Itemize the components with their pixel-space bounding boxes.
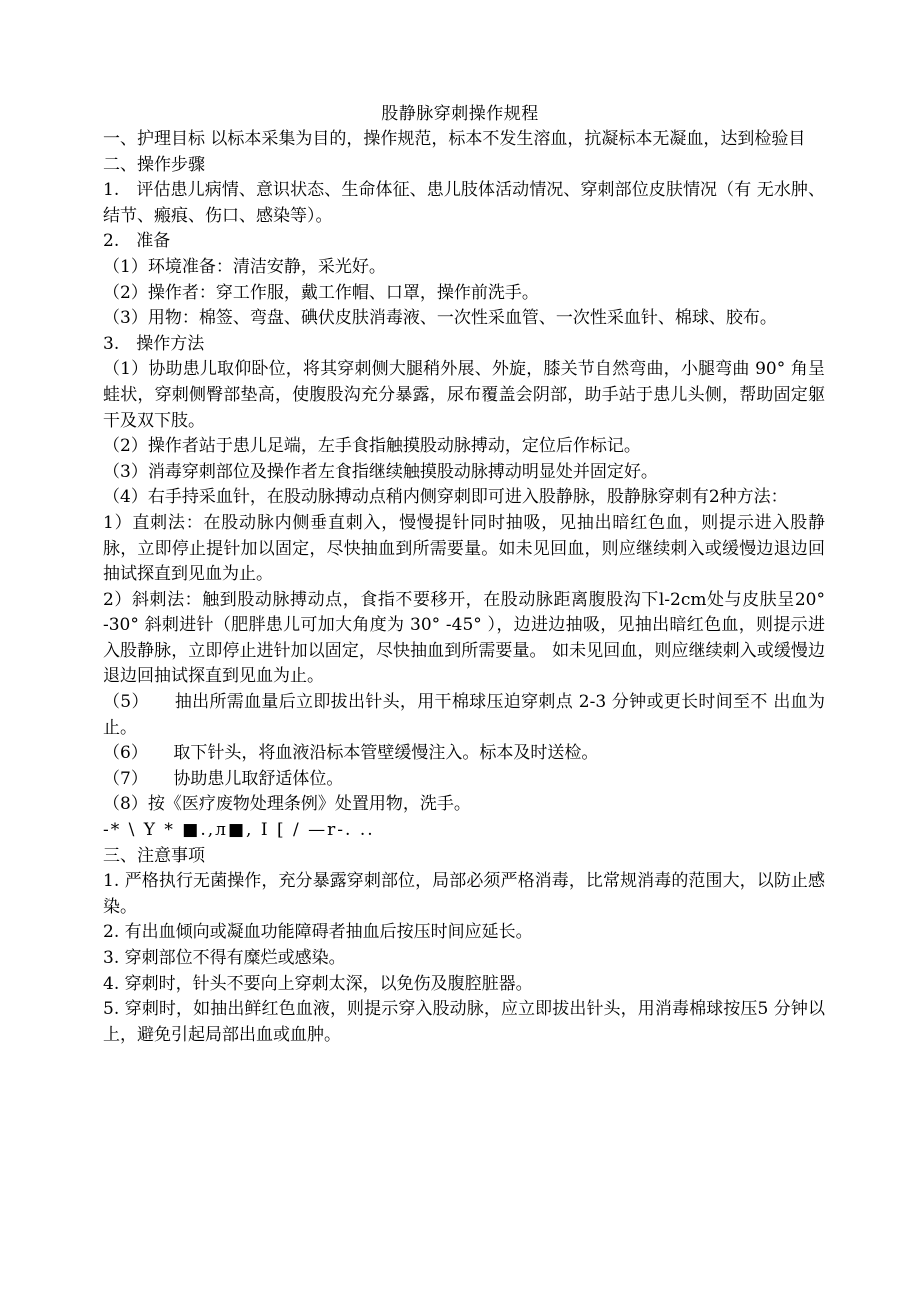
section-heading-notes: 三、注意事项 <box>103 845 205 866</box>
method-item-7: （7） 协助患儿取舒适体位。 <box>103 768 344 789</box>
step-prepare-heading: 2. 准备 <box>103 231 171 252</box>
method-item-1: （1）协助患儿取仰卧位，将其穿刺侧大腿稍外展、外旋，膝关节自然弯曲，小腿弯曲 90° 角呈蛙状，穿刺侧臀部垫高，使腹股沟充分暴露，尿布覆盖会阴部，助手站于患儿头侧，帮助固定躯干及双下肢。 <box>103 359 825 431</box>
section-heading-goal: 一、护理目标 以标本采集为目的，操作规范，标本不发生溶血，抗凝标本无凝血，达到检验目 <box>103 129 806 149</box>
note-item-4: 4. 穿刺时，针头不要向上穿刺太深，以免伤及腹腔脏器。 <box>103 973 533 994</box>
method-item-8: （8）按《医疗废物处理条例》处置用物，洗手。 <box>103 794 471 815</box>
step-method-heading: 3. 操作方法 <box>103 333 205 354</box>
method-item-2: （2）操作者站于患儿足端，左手食指触摸股动脉搏动，定位后作标记。 <box>103 436 641 457</box>
prepare-environment: （1）环境准备：清洁安静，采光好。 <box>103 256 386 277</box>
method-item-4: （4）右手持采血针，在股动脉搏动点稍内侧穿刺即可进入股静脉，股静脉穿刺有2种方法： <box>103 487 788 508</box>
method-item-3: （3）消毒穿刺部位及操作者左食指继续触摸股动脉搏动明显处并固定好。 <box>103 461 658 482</box>
document-title: 股静脉穿刺操作规程 <box>381 104 539 124</box>
note-item-1: 1. 严格执行无菌操作，充分暴露穿刺部位，局部必须严格消毒，比常规消毒的范围大，以防止感染。 <box>103 871 825 917</box>
method-oblique-puncture: 2）斜刺法：触到股动脉搏动点，食指不要移开，在股动脉距离腹股沟下l-2cm处与皮肤呈20° -30° 斜刺进针（肥胖患儿可加大角度为 30° -45° ），边进边抽吸，见抽出暗红色血，则提示进入股静脉，立即停止进针加以固定，尽快抽血到所需要量。 如未见回血，则应继续刺入或缓慢边退边回抽试探直到见血为止。 <box>103 589 825 687</box>
section-heading-steps: 二、操作步骤 <box>103 154 205 175</box>
note-item-3: 3. 穿刺部位不得有糜烂或感染。 <box>103 948 346 968</box>
method-item-6: （6） 取下针头，将血液沿标本管壁缓慢注入。标本及时送检。 <box>103 743 599 764</box>
garbled-ocr-line: -* \ Y * ■.,л■, I [ / —r-. .. <box>103 820 375 841</box>
method-direct-puncture: 1）直刺法：在股动脉内侧垂直刺入，慢慢提针同时抽吸，见抽出暗红色血，则提示进入股静脉，立即停止提针加以固定，尽快抽血到所需要量。如未见回血，则应继续刺入或缓慢边退边回抽试探直到见血为止。 <box>103 512 825 585</box>
document-body <box>103 127 825 1048</box>
prepare-operator: （2）操作者：穿工作服，戴工作帽、口罩，操作前洗手。 <box>103 282 539 303</box>
note-item-2: 2. 有出血倾向或凝血功能障碍者抽血后按压时间应延长。 <box>103 922 533 943</box>
method-item-5: （5） 抽出所需血量后立即拔出针头，用干棉球压迫穿刺点 2-3 分钟或更长时间至不 出血为止。 <box>103 692 825 738</box>
step-assess: 1. 评估患儿病情、意识状态、生命体征、患儿肢体活动情况、穿刺部位皮肤情况（有 无水肿、结节、瘢痕、伤口、感染等）。 <box>103 180 825 226</box>
prepare-supplies: （3）用物：棉签、弯盘、碘伏皮肤消毒液、一次性采血管、一次性采血针、棉球、胶布。 <box>103 308 777 329</box>
note-item-5: 5. 穿刺时，如抽出鲜红色血液，则提示穿入股动脉，应立即拔出针头，用消毒棉球按压5 分钟以上，避免引起局部出血或血肿。 <box>103 999 825 1045</box>
